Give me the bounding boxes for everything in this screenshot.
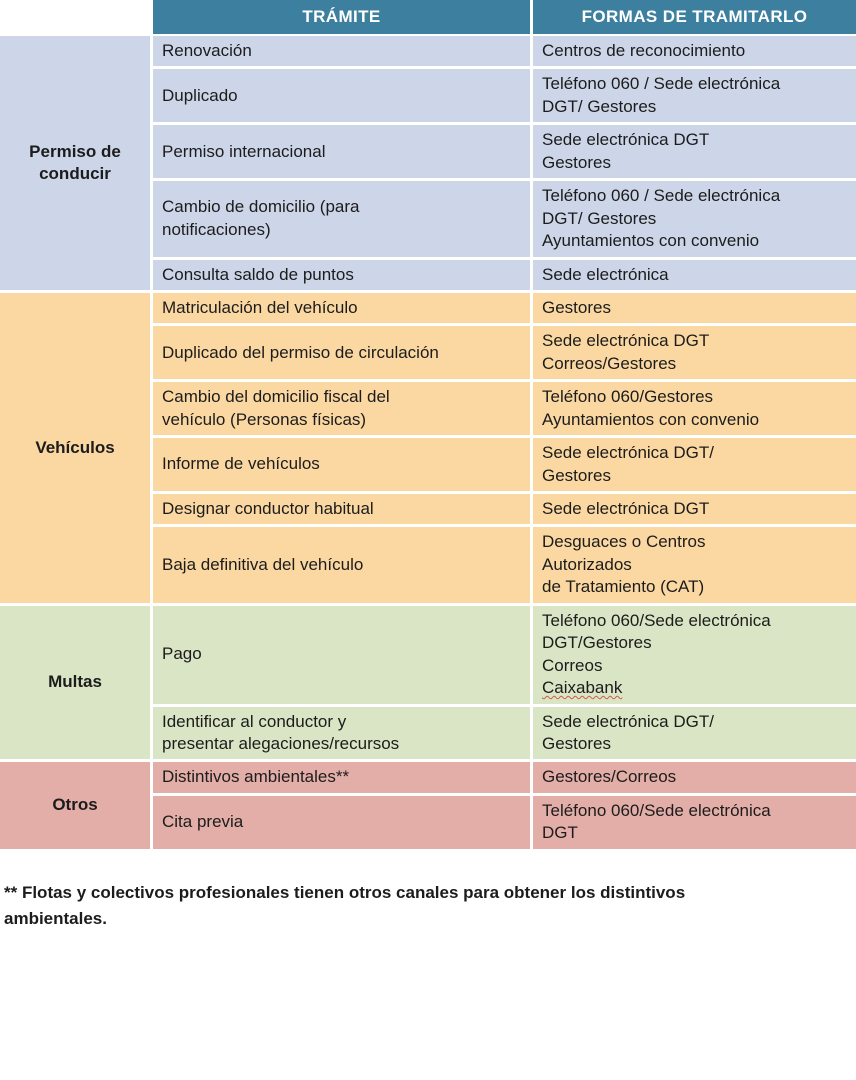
formas-line: DGT/ Gestores [542, 208, 657, 228]
formas-text [542, 498, 856, 520]
formas-text [542, 73, 856, 118]
tramite-text [162, 711, 530, 756]
header-cell-tramite: TRÁMITE [150, 0, 530, 36]
tramite-line: Duplicado del permiso de circulación [162, 342, 439, 362]
tramite-text [162, 40, 530, 62]
formas-line: DGT [542, 823, 578, 843]
tramite-cell [150, 438, 530, 494]
tramite-cell [150, 707, 530, 763]
tramite-line: Pago [162, 644, 202, 664]
formas-cell [530, 438, 856, 494]
formas-text [542, 711, 856, 756]
tramite-line: Permiso internacional [162, 141, 326, 161]
table-row [0, 606, 856, 707]
tramite-text [162, 264, 530, 286]
category-label-line: Vehículos [35, 437, 115, 457]
formas-cell [530, 707, 856, 763]
category-cell-otros [0, 762, 150, 851]
tramite-cell [150, 494, 530, 527]
table-body [0, 36, 856, 852]
formas-cell [530, 69, 856, 125]
formas-text [542, 531, 856, 598]
tramite-line: Designar conductor habitual [162, 499, 374, 518]
tramite-text [162, 643, 530, 665]
tramite-line: Distintivos ambientales** [162, 767, 350, 787]
formas-text [542, 129, 856, 174]
tramite-text [162, 196, 530, 241]
formas-line: DGT/Gestores [542, 633, 652, 653]
formas-cell [530, 606, 856, 707]
formas-line: Sede electrónica DGT [542, 331, 710, 351]
formas-line: DGT/ Gestores [542, 96, 657, 116]
formas-cell [530, 382, 856, 438]
category-cell-multas [0, 606, 150, 763]
category-label [0, 141, 150, 186]
tramite-cell [150, 181, 530, 259]
tramite-text [162, 766, 530, 788]
category-label-line: conducir [39, 163, 111, 183]
tramite-line: Cambio del domicilio fiscal del [162, 387, 390, 407]
formas-cell [530, 181, 856, 259]
tramite-cell [150, 796, 530, 852]
tramite-line: Renovación [162, 41, 252, 60]
tramite-text [162, 498, 530, 520]
table-row [0, 36, 856, 69]
tramite-text [162, 554, 530, 576]
tramite-cell [150, 260, 530, 293]
footnote-line: ambientales. [4, 909, 107, 929]
formas-line: Teléfono 060/Gestores [542, 387, 714, 407]
tramite-cell [150, 382, 530, 438]
category-cell-vehiculos [0, 293, 150, 606]
tramite-line: presentar alegaciones/recursos [162, 733, 400, 753]
formas-cell [530, 293, 856, 326]
formas-cell [530, 762, 856, 795]
formas-line: Gestores [542, 297, 611, 317]
tramite-line: Identificar al conductor y [162, 711, 347, 731]
formas-line: Caixabank [542, 678, 623, 698]
tramite-cell [150, 762, 530, 795]
formas-text [542, 610, 856, 700]
formas-line: Sede electrónica DGT/ [542, 711, 714, 731]
tramite-cell [150, 125, 530, 181]
category-label [0, 794, 150, 816]
tramite-cell [150, 326, 530, 382]
formas-line: Sede electrónica [542, 264, 669, 284]
formas-line: Desguaces o Centros [542, 532, 706, 552]
footnote-line: ** Flotas y colectivos profesionales tienen otros canales para obtener los distintivos [4, 882, 686, 902]
formas-line: Autorizados [542, 554, 632, 574]
tramite-text [162, 342, 530, 364]
formas-line: Ayuntamientos con convenio [542, 231, 760, 251]
category-cell-permiso [0, 36, 150, 293]
formas-line: Teléfono 060/Sede electrónica [542, 800, 771, 820]
tramite-line: notificaciones) [162, 219, 271, 239]
category-label-line: Multas [48, 672, 102, 692]
category-label-line: Permiso de [29, 141, 121, 161]
tramite-text [162, 85, 530, 107]
formas-line: Centros de reconocimiento [542, 41, 746, 60]
tramite-text [162, 386, 530, 431]
formas-line: Sede electrónica DGT [542, 499, 710, 518]
tramite-cell [150, 293, 530, 326]
table-header [0, 0, 856, 36]
tramite-line: Cita previa [162, 812, 244, 832]
formas-line: Teléfono 060 / Sede electrónica [542, 186, 781, 206]
formas-cell [530, 326, 856, 382]
table-row [0, 293, 856, 326]
formas-text [542, 40, 856, 62]
formas-line: Ayuntamientos con convenio [542, 409, 760, 429]
formas-cell [530, 494, 856, 527]
category-label [0, 437, 150, 459]
tramite-text [162, 453, 530, 475]
formas-cell [530, 260, 856, 293]
footnote [4, 880, 844, 933]
formas-cell [530, 527, 856, 605]
tramite-text [162, 141, 530, 163]
tramite-cell [150, 527, 530, 605]
formas-cell [530, 125, 856, 181]
tramite-text [162, 297, 530, 319]
tramite-text [162, 811, 530, 833]
formas-cell [530, 796, 856, 852]
formas-line: Gestores/Correos [542, 767, 677, 787]
formas-text [542, 766, 856, 788]
header-cell-formas: FORMAS DE TRAMITARLO [530, 0, 856, 36]
formas-text [542, 264, 856, 286]
formas-text [542, 442, 856, 487]
header-row [0, 0, 856, 36]
formas-line: Correos [542, 655, 603, 675]
tramite-cell [150, 69, 530, 125]
formas-line: de Tratamiento (CAT) [542, 577, 705, 597]
formas-text [542, 386, 856, 431]
tramite-line: Duplicado [162, 85, 238, 105]
category-label [0, 671, 150, 693]
formas-line: Gestores [542, 465, 611, 485]
formas-line: Sede electrónica DGT [542, 130, 710, 150]
formas-text [542, 297, 856, 319]
tramite-line: Cambio de domicilio (para [162, 197, 360, 217]
tramite-line: Matriculación del vehículo [162, 297, 358, 317]
formas-text [542, 800, 856, 845]
table-row [0, 762, 856, 795]
tramite-cell [150, 36, 530, 69]
formas-line: Teléfono 060/Sede electrónica [542, 610, 771, 630]
formas-line: Sede electrónica DGT/ [542, 443, 714, 463]
formas-line: Correos/Gestores [542, 353, 677, 373]
formas-line: Gestores [542, 152, 611, 172]
category-label-line: Otros [52, 795, 98, 815]
tramite-line: Informe de vehículos [162, 454, 320, 474]
formas-line: Gestores [542, 733, 611, 753]
tramite-line: Consulta saldo de puntos [162, 264, 354, 284]
formas-line: Teléfono 060 / Sede electrónica [542, 74, 781, 94]
header-cell-category [0, 0, 150, 36]
tramite-line: vehículo (Personas físicas) [162, 409, 367, 429]
formas-text [542, 185, 856, 252]
tramite-cell [150, 606, 530, 707]
tramite-line: Baja definitiva del vehículo [162, 554, 364, 574]
formas-text [542, 330, 856, 375]
formas-cell [530, 36, 856, 69]
